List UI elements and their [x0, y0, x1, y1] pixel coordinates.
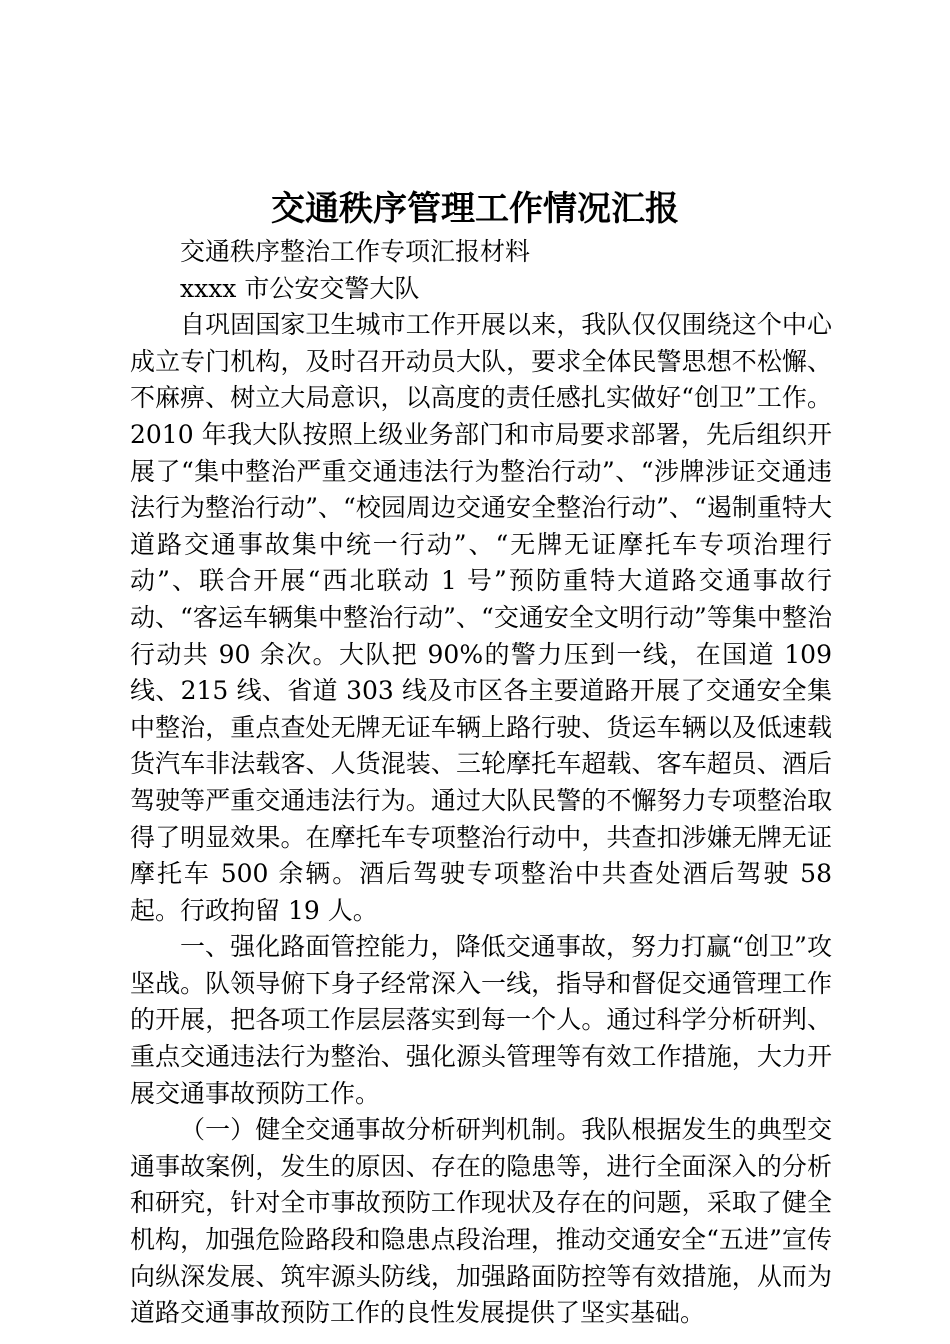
paragraph-intro: 自巩固国家卫生城市工作开展以来，我队仅仅围绕这个中心成立专门机构，及时召开动员大队，要求全体民警思想不松懈、不麻痹、树立大局意识，以高度的责任感扎实做好“创卫”工作。2010 年我大队按照上级业务部门和市局要求部署，先后组织开展了“集中整治严重交通违法行为整治行动”、“涉牌涉证交通违法行为整治行动”、“校园周边交通安全整治行动”、“遏制重特大道路交通事故集中统一行动”、“无牌无证摩托车专项治理行动”、联合开展“西北联动 1 号”预防重特大道路交通事故行动、“客运车辆集中整治行动”、“交通安全文明行动”等集中整治行动共 90 余次。大队把 90%的警力压到一线，在国道 109 线、215 线、省道 303 线及市区各主要道路开展了交通安全集中整治，重点查处无牌无证车辆上路行驶、货运车辆以及低速载货汽车非法载客、人货混装、三轮摩托车超载、客车超员、酒后驾驶等严重交通违法行为。通过大队民警的不懈努力专项整治取得了明显效果。在摩托车专项整治行动中，共查扣涉嫌无牌无证摩托车 500 余辆。酒后驾驶专项整治中共查处酒后驾驶 58 起。行政拘留 19 人。 [130, 310, 832, 925]
document-title: 交通秩序管理工作情况汇报 [271, 189, 679, 229]
document-author: xxxx 市公安交警大队 [180, 273, 420, 303]
paragraph-section-1: 一、强化路面管控能力，降低交通事故，努力打赢“创卫”攻坚战。队领导俯下身子经常深入一线，指导和督促交通管理工作的开展，把各项工作层层落实到每一个人。通过科学分析研判、重点交通违法行为整治、强化源头管理等有效工作措施，大力开展交通事故预防工作。 [130, 932, 832, 1108]
document-body [130, 234, 832, 1332]
paragraph-subsection-1: （一）健全交通事故分析研判机制。我队根据发生的典型交通事故案例，发生的原因、存在的隐患等，进行全面深入的分析和研究，针对全市事故预防工作现状及存在的问题，采取了健全机构，加强危险路段和隐患点段治理，推动交通安全“五进”宣传向纵深发展、筑牢源头防线，加强路面防控等有效措施，从而为道路交通事故预防工作的良性发展提供了坚实基础。 [130, 1115, 832, 1328]
document-subtitle: 交通秩序整治工作专项汇报材料 [180, 237, 531, 266]
